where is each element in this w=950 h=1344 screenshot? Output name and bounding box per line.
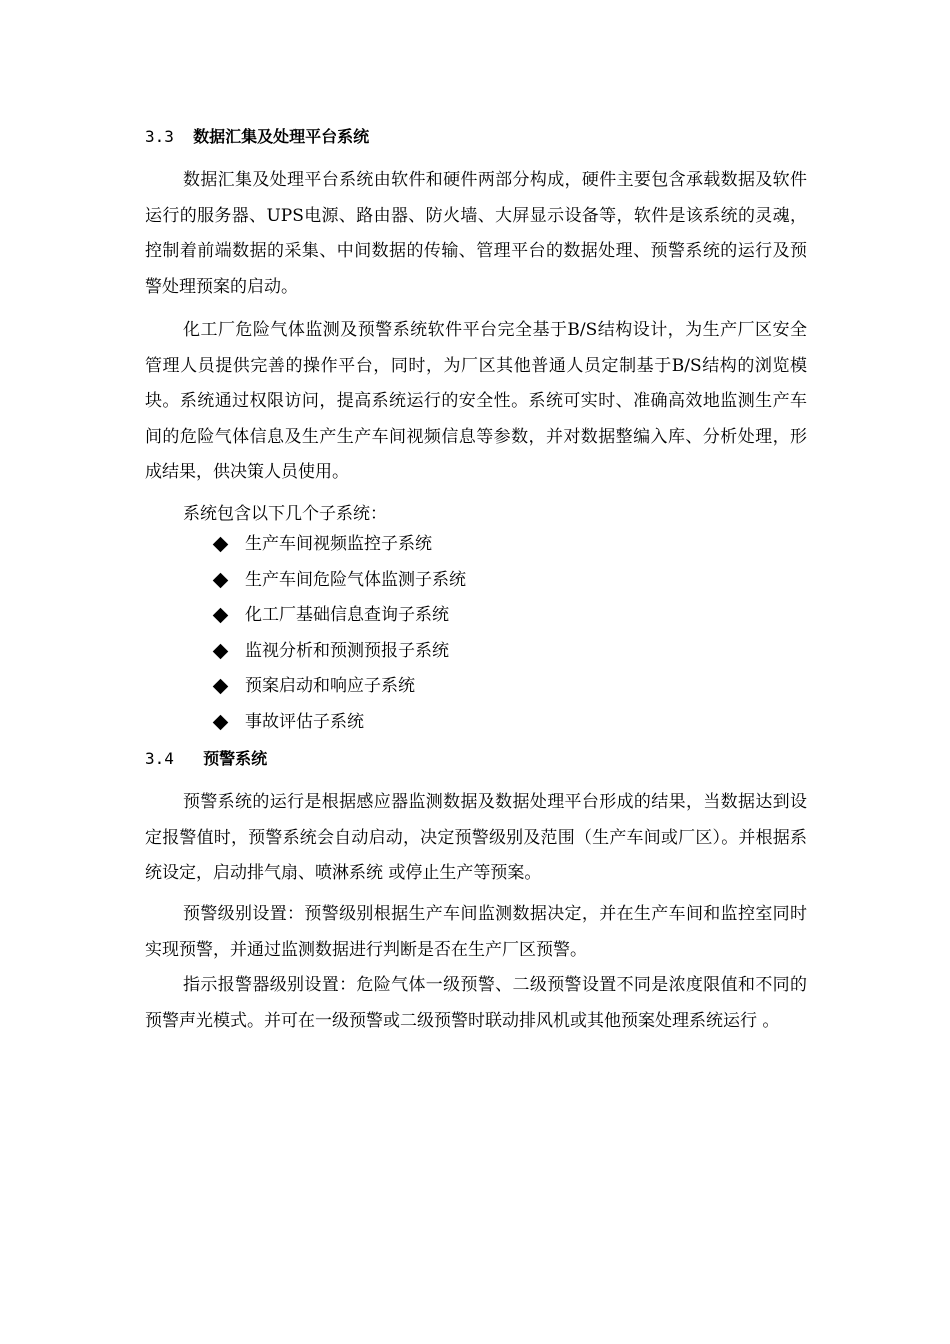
paragraph: 数据汇集及处理平台系统由软件和硬件两部分构成，硬件主要包含承载数据及软件运行的服务器、UPS电源、路由器、防火墙、大屏显示设备等，软件是该系统的灵魂，控制着前端数据的采集、中间数据的传输、管理平台的数据处理、预警系统的运行及预警处理预案的启动。 xyxy=(145,170,807,297)
paragraph: 指示报警器级别设置：危险气体一级预警、二级预警设置不同是浓度限值和不同的预警声光模式。并可在一级预警或二级预警时联动排风机或其他预案处理系统运行 。 xyxy=(145,975,807,1031)
paragraph: 预警级别设置：预警级别根据生产车间监测数据决定，并在生产车间和监控室同时实现预警，并通过监测数据进行判断是否在生产厂区预警。 xyxy=(145,904,807,960)
list-item xyxy=(212,598,466,634)
list-item-label: 预案启动和响应子系统 xyxy=(245,676,415,696)
diamond-bullet-icon xyxy=(213,643,229,659)
subsystem-list xyxy=(212,527,466,740)
section-title: 预警系统 xyxy=(203,749,268,768)
list-item-label: 监视分析和预测预报子系统 xyxy=(245,640,449,661)
list-item xyxy=(212,705,466,741)
diamond-bullet-icon xyxy=(213,572,229,588)
list-item-label: 生产车间危险气体监测子系统 xyxy=(245,569,466,590)
diamond-bullet-icon xyxy=(213,537,229,553)
list-item xyxy=(212,563,466,599)
diamond-bullet-icon xyxy=(213,679,229,695)
paragraph: 系统包含以下几个子系统： xyxy=(183,504,387,524)
list-item-label: 事故评估子系统 xyxy=(245,711,364,732)
paragraph: 预警系统的运行是根据感应器监测数据及数据处理平台形成的结果，当数据达到设定报警值时，预警系统会自动启动，决定预警级别及范围（生产车间或厂区）。并根据系统设定，启动排气扇、喷淋系统 或停止生产等预案。 xyxy=(145,792,807,883)
section-number: 3.4 xyxy=(145,749,174,768)
list-item xyxy=(212,634,466,670)
section-heading-3-3 xyxy=(145,127,369,147)
paragraph: 化工厂危险气体监测及预警系统软件平台完全基于B/S结构设计，为生产厂区安全管理人员提供完善的操作平台，同时，为厂区其他普通人员定制基于B/S结构的浏览模块。系统通过权限访问，提高系统运行的安全性。系统可实时、准确高效地监测生产车间的危险气体信息及生产生产车间视频信息等参数，并对数据整编入库、分析处理，形成结果，供决策人员使用。 xyxy=(145,320,807,482)
list-item-label: 化工厂基础信息查询子系统 xyxy=(245,605,449,625)
section-heading-3-4 xyxy=(145,749,267,769)
list-item-label: 生产车间视频监控子系统 xyxy=(245,534,432,554)
diamond-bullet-icon xyxy=(213,608,229,624)
section-title: 数据汇集及处理平台系统 xyxy=(193,127,370,146)
list-item xyxy=(212,527,466,563)
list-item xyxy=(212,669,466,705)
section-number: 3.3 xyxy=(145,127,174,146)
diamond-bullet-icon xyxy=(213,714,229,730)
